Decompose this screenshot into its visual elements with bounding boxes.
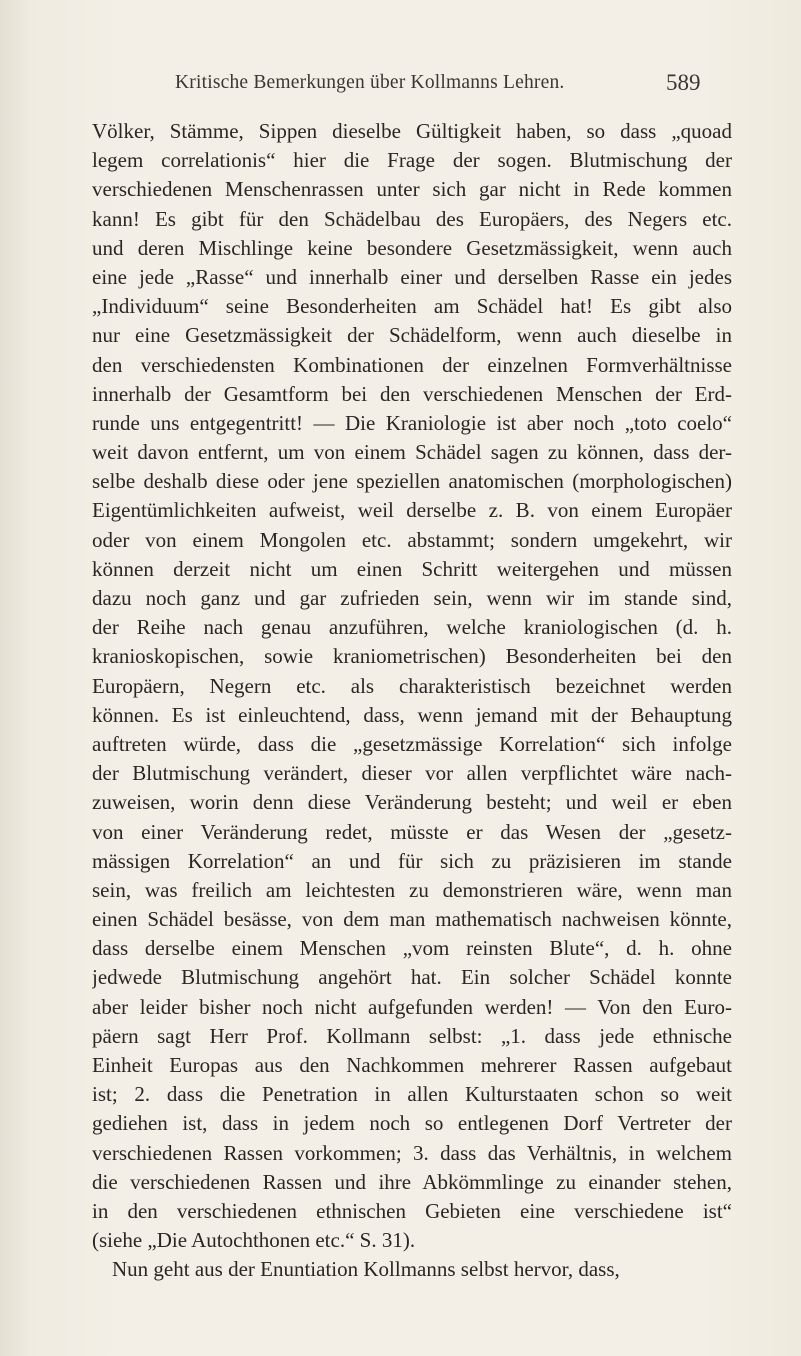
text-line: mässigen Korrelation“ an und für sich zu präzisieren im stande	[92, 848, 732, 873]
text-line: sein, was freilich am leichtesten zu demonstrieren wäre, wenn man	[92, 877, 732, 902]
text-line: Einheit Europas aus den Nachkommen mehrerer Rassen aufgebaut	[92, 1053, 732, 1077]
text-line: und deren Mischlinge keine besondere Gesetzmässigkeit, wenn auch	[92, 235, 732, 260]
text-line: selbe deshalb diese oder jene speziellen anatomischen (morphologischen)	[92, 469, 732, 494]
text-line: „Individuum“ seine Besonderheiten am Schädel hat! Es gibt also	[92, 294, 732, 319]
text-line: zuweisen, worin denn diese Veränderung besteht; und weil er eben	[92, 790, 732, 815]
text-line: auftreten würde, dass die „gesetzmässige Korrelation“ sich infolge	[92, 731, 732, 756]
text-line: Nun geht aus der Enuntiation Kollmanns selbst hervor, dass,	[112, 1257, 620, 1282]
text-line: können derzeit nicht um einen Schritt weitergehen und müssen	[92, 556, 732, 581]
text-line: Eigentümlichkeiten aufweist, weil derselbe z. B. von einem Europäer	[92, 498, 732, 523]
text-line: eine jede „Rasse“ und innerhalb einer und derselben Rasse ein jedes	[92, 264, 732, 289]
text-line: dazu noch ganz und gar zufrieden sein, wenn wir im stande sind,	[92, 586, 732, 610]
text-line: in den verschiedenen ethnischen Gebieten eine verschiedene ist“	[92, 1198, 732, 1223]
text-line: verschiedenen Menschenrassen unter sich gar nicht in Rede kommen	[92, 177, 732, 202]
text-line: den verschiedensten Kombinationen der einzelnen Formverhältnisse	[92, 352, 732, 377]
text-line: die verschiedenen Rassen und ihre Abkömmlinge zu einander stehen,	[92, 1169, 732, 1194]
text-line: der Blutmischung verändert, dieser vor allen verpflichtet wäre nach-	[92, 761, 732, 786]
body-text	[92, 117, 732, 1285]
text-line: oder von einem Mongolen etc. abstammt; sondern umgekehrt, wir	[92, 527, 732, 552]
text-line: verschiedenen Rassen vorkommen; 3. dass das Verhältnis, in welchem	[92, 1140, 732, 1165]
text-line: aber leider bisher noch nicht aufgefunden werden! — Von den Euro-	[92, 994, 732, 1019]
text-line: von einer Veränderung redet, müsste er das Wesen der „gesetz-	[92, 819, 732, 844]
text-line: kranioskopischen, sowie kraniometrischen) Besonderheiten bei den	[92, 644, 732, 669]
text-line: einen Schädel besässe, von dem man mathematisch nachweisen könnte,	[92, 907, 732, 932]
page-number: 589	[666, 70, 701, 95]
text-line: können. Es ist einleuchtend, dass, wenn jemand mit der Behauptung	[92, 702, 732, 727]
running-title: Kritische Bemerkungen über Kollmanns Lehren.	[175, 72, 565, 93]
text-line: jedwede Blutmischung angehört hat. Ein solcher Schädel konnte	[92, 965, 732, 990]
text-line: gediehen ist, dass in jedem noch so entlegenen Dorf Vertreter der	[92, 1111, 732, 1136]
text-line: legem correlationis“ hier die Frage der sogen. Blutmischung der	[92, 148, 732, 173]
text-line: ist; 2. dass die Penetration in allen Kulturstaaten schon so weit	[92, 1082, 732, 1107]
text-line: päern sagt Herr Prof. Kollmann selbst: „1. dass jede ethnische	[92, 1023, 732, 1048]
text-line: Europäern, Negern etc. als charakteristisch bezeichnet werden	[92, 673, 732, 698]
text-line: kann! Es gibt für den Schädelbau des Europäers, des Negers etc.	[92, 206, 732, 231]
text-line: weit davon entfernt, um von einem Schädel sagen zu können, dass der-	[92, 440, 732, 465]
text-line: (siehe „Die Autochthonen etc.“ S. 31).	[92, 1228, 416, 1253]
text-line: der Reihe nach genau anzuführen, welche kraniologischen (d. h.	[92, 615, 732, 640]
text-line: dass derselbe einem Menschen „vom reinsten Blute“, d. h. ohne	[92, 936, 732, 961]
text-line: innerhalb der Gesamtform bei den verschiedenen Menschen der Erd-	[92, 381, 732, 406]
text-line: runde uns entgegentritt! — Die Kraniologie ist aber noch „toto coelo“	[92, 410, 732, 435]
text-line: Völker, Stämme, Sippen dieselbe Gültigkeit haben, so dass „quoad	[92, 119, 732, 143]
text-line: nur eine Gesetzmässigkeit der Schädelform, wenn auch dieselbe in	[92, 323, 732, 348]
